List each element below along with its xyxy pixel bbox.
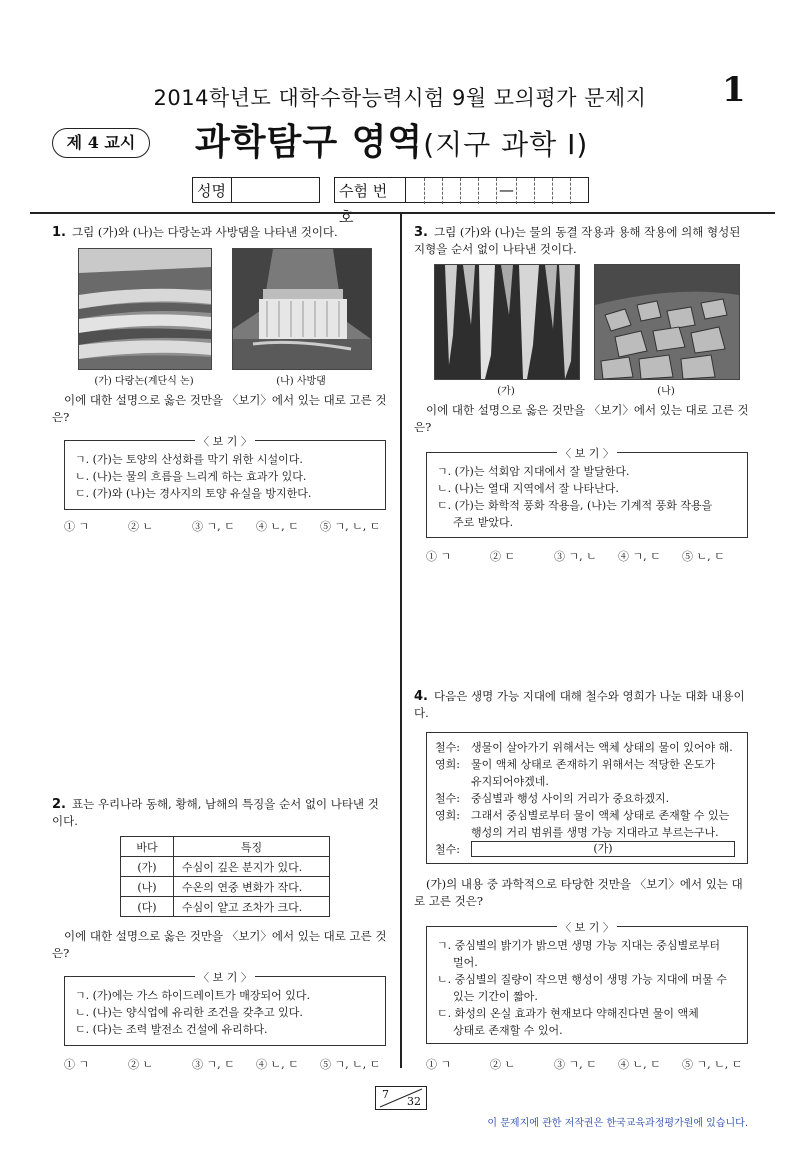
- exam-number-field[interactable]: [406, 177, 589, 203]
- q2-choice[interactable]: ⑤ ㄱ, ㄴ, ㄷ: [320, 1058, 381, 1071]
- q3-caption-a: (가): [497, 386, 515, 397]
- period-badge: 제 4 교시: [52, 128, 150, 158]
- q2-bogi-item: ㄷ. (다)는 조력 발전소 건설에 유리하다.: [75, 1023, 268, 1036]
- q4-question: (가)의 내용 중 과학적으로 타당한 것만을 〈보기〉에서 있는 대로 고른 것은?: [414, 877, 743, 908]
- q3-bogi-item: ㄴ. (나)는 열대 지역에서 잘 나타난다.: [437, 482, 619, 495]
- subject-sub: (지구 과학 Ⅰ): [423, 128, 589, 161]
- q3-choice[interactable]: ② ㄷ: [490, 550, 516, 563]
- q1-stem: [52, 224, 392, 241]
- speaker: [435, 773, 471, 790]
- q3-photo-limestone-cave: [434, 264, 580, 380]
- q2-cell: (나): [121, 877, 174, 897]
- q4-bogi-item: ㄷ. 화성의 온실 효과가 현재보다 약해진다면 물이 액체: [437, 1007, 699, 1020]
- q3-bogi-item: 주로 받았다.: [453, 516, 514, 529]
- name-label: 성명: [192, 177, 232, 203]
- q4-number: 4.: [414, 689, 428, 704]
- q3-stem: [414, 224, 754, 258]
- q4-choice[interactable]: ① ㄱ: [426, 1058, 452, 1071]
- q1-choice[interactable]: ① ㄱ: [64, 520, 90, 533]
- page-total: 32: [407, 1095, 421, 1108]
- column-divider: [400, 213, 402, 1068]
- q2-cell: (다): [121, 897, 174, 917]
- q4-bogi-title: 〈 보 기 〉: [557, 921, 617, 934]
- q4-stem: [414, 688, 754, 722]
- speaker: 철수:: [435, 792, 460, 805]
- q3-choices: [426, 548, 746, 564]
- q2-choice[interactable]: ① ㄱ: [64, 1058, 90, 1071]
- q2-table-header: 바다: [121, 837, 174, 857]
- q2-text: 표는 우리나라 동해, 황해, 남해의 특징을 순서 없이 나타낸 것이다.: [52, 797, 379, 828]
- exam-number-dash: —: [496, 178, 516, 204]
- dialog-text: 물이 액체 상태로 존재하기 위해서는 적당한 온도가: [471, 758, 716, 771]
- q4-text: 다음은 생명 가능 지대에 대해 철수와 영희가 나눈 대화 내용이다.: [414, 689, 745, 720]
- dialog-line: [435, 739, 739, 756]
- dialog-line: [435, 824, 739, 841]
- q3-bogi-item: ㄱ. (가)는 석회암 지대에서 잘 발달한다.: [437, 465, 630, 478]
- q2-table-header: 특징: [174, 837, 330, 857]
- name-field[interactable]: [232, 177, 320, 203]
- q4-bogi-item: ㄱ. 중심별의 밝기가 밝으면 생명 가능 지대는 중심별로부터: [437, 939, 720, 952]
- speaker: 영희:: [435, 758, 460, 771]
- q3-question: 이에 대한 설명으로 옳은 것만을 〈보기〉에서 있는 대로 고른 것은?: [414, 403, 749, 434]
- q1-bogi-item: ㄴ. (나)는 물의 흐름을 느리게 하는 효과가 있다.: [75, 470, 307, 483]
- q2-bogi-box: [64, 971, 386, 1046]
- q1-caption-b: (나) 사방댐: [276, 376, 326, 387]
- q4-choice[interactable]: ② ㄴ: [490, 1058, 516, 1071]
- table-row: [121, 877, 330, 897]
- q1-choice[interactable]: ② ㄴ: [128, 520, 154, 533]
- q1-question: 이에 대한 설명으로 옳은 것만을 〈보기〉에서 있는 대로 고른 것은?: [52, 393, 387, 424]
- q3-photo-talus-slope: [594, 264, 740, 380]
- q2-choice[interactable]: ④ ㄴ, ㄷ: [256, 1058, 299, 1071]
- q1-number: 1.: [52, 225, 66, 240]
- q3-caption-b: (나): [657, 386, 675, 397]
- q2-question: 이에 대한 설명으로 옳은 것만을 〈보기〉에서 있는 대로 고른 것은?: [52, 929, 387, 960]
- q4-blank-box: (가): [471, 841, 735, 857]
- table-row: [121, 897, 330, 917]
- q3-bogi-item: ㄷ. (가)는 화학적 풍화 작용을, (나)는 기계적 풍화 작용을: [437, 499, 713, 512]
- q4-dialog-box: [426, 732, 748, 864]
- q2-choices: [64, 1056, 384, 1072]
- q1-bogi-item: ㄷ. (가)와 (나)는 경사지의 토양 유실을 방지한다.: [75, 487, 312, 500]
- speaker: [435, 824, 471, 841]
- q1-photo-rice-terraces: [78, 248, 212, 370]
- q1-bogi-box: [64, 435, 386, 510]
- dialog-text: 그래서 중심별로부터 물이 액체 상태로 존재할 수 있는: [471, 809, 730, 822]
- q4-choice[interactable]: ⑤ ㄱ, ㄴ, ㄷ: [682, 1058, 743, 1071]
- q1-choice[interactable]: ③ ㄱ, ㄷ: [192, 520, 235, 533]
- name-and-number-bar: [192, 177, 589, 226]
- copyright-notice: 이 문제지에 관한 저작권은 한국교육과정평가원에 있습니다.: [487, 1118, 748, 1129]
- dialog-line: [435, 790, 739, 807]
- q3-choice[interactable]: ④ ㄱ, ㄷ: [618, 550, 661, 563]
- q1-caption-a: (가) 다랑논(계단식 논): [94, 376, 194, 387]
- q4-bogi-item: 상태로 존재할 수 있어.: [453, 1024, 563, 1037]
- q2-stem: [52, 796, 388, 830]
- q1-choice[interactable]: ⑤ ㄱ, ㄴ, ㄷ: [320, 520, 381, 533]
- q3-bogi-title: 〈 보 기 〉: [557, 447, 617, 460]
- q2-bogi-title: 〈 보 기 〉: [195, 971, 255, 984]
- q2-bogi-item: ㄱ. (가)에는 가스 하이드레이트가 매장되어 있다.: [75, 989, 310, 1002]
- q2-cell: (가): [121, 857, 174, 877]
- q2-choice[interactable]: ③ ㄱ, ㄷ: [192, 1058, 235, 1071]
- page-current: 7: [382, 1088, 389, 1101]
- dialog-text: 행성의 거리 범위를 생명 가능 지대라고 부르는구나.: [471, 826, 719, 839]
- dialog-text: 생물이 살아가기 위해서는 액체 상태의 물이 있어야 해.: [471, 741, 733, 754]
- subject-title: [195, 114, 588, 165]
- page-number: 1: [722, 70, 746, 110]
- q3-choice[interactable]: ⑤ ㄴ, ㄷ: [682, 550, 725, 563]
- speaker: 철수:: [435, 741, 460, 754]
- q4-bogi-box: [426, 921, 748, 1044]
- q3-choice[interactable]: ③ ㄱ, ㄴ: [554, 550, 597, 563]
- q4-bogi-item: 멀어.: [453, 956, 478, 969]
- q3-bogi-box: [426, 447, 748, 538]
- page-counter: [375, 1086, 427, 1110]
- table-row: [121, 857, 330, 877]
- q2-cell: 수심이 깊은 분지가 있다.: [174, 857, 330, 877]
- dialog-line: [435, 807, 739, 824]
- q1-bogi-title: 〈 보 기 〉: [195, 435, 255, 448]
- q2-number: 2.: [52, 797, 66, 812]
- q4-bogi-item: ㄴ. 중심별의 질량이 작으면 행성이 생명 가능 지대에 머물 수: [437, 973, 727, 986]
- exam-number-label: 수험 번호: [334, 177, 406, 203]
- q1-photo-check-dam: [232, 248, 372, 370]
- q1-choices: [64, 518, 384, 534]
- q1-bogi-item: ㄱ. (가)는 토양의 산성화를 막기 위한 시설이다.: [75, 453, 303, 466]
- dialog-text: 유지되어야겠네.: [471, 775, 549, 788]
- q3-text: 그림 (가)와 (나)는 물의 동결 작용과 용해 작용에 의해 형성된 지형을 순서 없이 나타낸 것이다.: [414, 225, 741, 256]
- q3-choice[interactable]: ① ㄱ: [426, 550, 452, 563]
- q1-choice[interactable]: ④ ㄴ, ㄷ: [256, 520, 299, 533]
- dialog-line: [435, 756, 739, 773]
- q2-choice[interactable]: ② ㄴ: [128, 1058, 154, 1071]
- dialog-line: [435, 773, 739, 790]
- q1-text: 그림 (가)와 (나)는 다랑논과 사방댐을 나타낸 것이다.: [71, 225, 338, 239]
- subject-main: 과학탐구 영역: [195, 122, 424, 163]
- speaker: 철수:: [435, 843, 460, 856]
- exam-title: 2014학년도 대학수학능력시험 9월 모의평가 문제지: [153, 86, 647, 110]
- q4-bogi-item: 있는 기간이 짧아.: [453, 990, 538, 1003]
- q4-choice[interactable]: ③ ㄱ, ㄷ: [554, 1058, 597, 1071]
- q2-cell: 수온의 연중 변화가 작다.: [174, 877, 330, 897]
- q2-sea-table: [120, 836, 330, 917]
- speaker: 영희:: [435, 809, 460, 822]
- header-divider: [30, 212, 775, 214]
- q2-bogi-item: ㄴ. (나)는 양식업에 유리한 조건을 갖추고 있다.: [75, 1006, 303, 1019]
- q4-choices: [426, 1056, 746, 1072]
- dialog-text: 중심별과 행성 사이의 거리가 중요하겠지.: [471, 792, 670, 805]
- q4-choice[interactable]: ④ ㄴ, ㄷ: [618, 1058, 661, 1071]
- q3-number: 3.: [414, 225, 428, 240]
- dialog-line: [435, 841, 739, 858]
- q2-cell: 수심이 얕고 조차가 크다.: [174, 897, 330, 917]
